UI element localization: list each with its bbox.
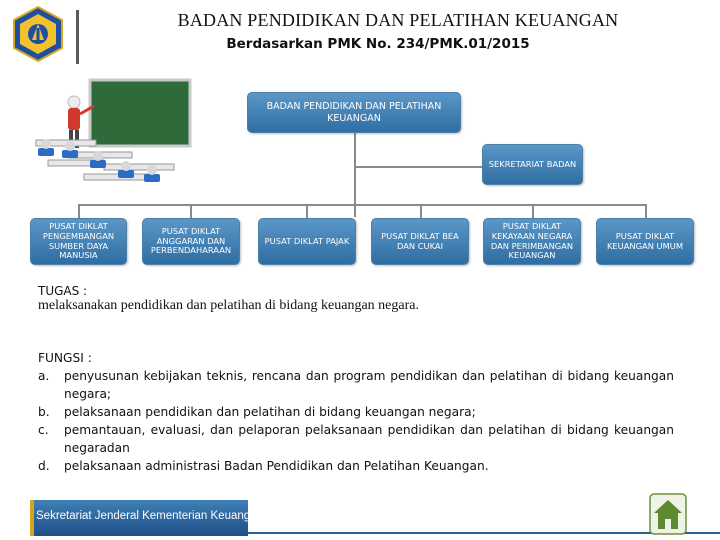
page-title: BADAN PENDIDIKAN DAN PELATIHAN KEUANGAN (177, 10, 619, 30)
org-box-pusdiklat-pajak: PUSAT DIKLAT PAJAK (258, 218, 356, 265)
org-box-pusdiklat-ap: PUSAT DIKLAT ANGGARAN DAN PERBENDAHARAAN (142, 218, 240, 265)
org-box-pusdiklat-ku: PUSAT DIKLAT KEUANGAN UMUM (596, 218, 694, 265)
fungsi-heading: FUNGSI : (38, 351, 92, 365)
org-box-pusdiklat-knpk: PUSAT DIKLAT KEKAYAAN NEGARA DAN PERIMBANGAN KEUANGAN (483, 218, 581, 265)
footer-text: Sekretariat Jenderal Kementerian Keuangan (36, 510, 263, 522)
list-item: d. pelaksanaan administrasi Badan Pendidikan dan Pelatihan Keuangan. (38, 459, 489, 473)
org-box-pusdiklat-bc: PUSAT DIKLAT BEA DAN CUKAI (371, 218, 469, 265)
list-item: b. pelaksanaan pendidikan dan pelatihan di bidang keuangan negara; (38, 405, 476, 419)
tugas-heading: TUGAS : (38, 284, 88, 298)
org-box-pusdiklat-psdm: PUSAT DIKLAT PENGEMBANGAN SUMBER DAYA MANUSIA (30, 218, 127, 265)
home-icon[interactable] (648, 492, 688, 536)
fungsi-section (38, 349, 674, 475)
tugas-section (38, 284, 419, 314)
footer (0, 492, 720, 540)
header-divider (76, 10, 79, 64)
kemenkeu-emblem-icon (12, 6, 64, 62)
org-box-sekretariat: SEKRETARIAT BADAN (482, 144, 583, 185)
classroom-illustration (28, 70, 208, 200)
list-item: c. pemantauan, evaluasi, dan pelaporan pelaksanaan pendidikan dan pelatihan di bidang keuangan negaradan (38, 423, 674, 455)
page-subtitle: Berdasarkan PMK No. 234/PMK.01/2015 (226, 36, 530, 52)
list-item: a. penyusunan kebijakan teknis, rencana dan program pendidikan dan pelatihan di bidang keuangan negara; (38, 369, 674, 401)
org-box-badan: BADAN PENDIDIKAN DAN PELATIHAN KEUANGAN (247, 92, 461, 133)
tugas-text: melaksanakan pendidikan dan pelatihan di bidang keuangan negara. (38, 298, 419, 313)
